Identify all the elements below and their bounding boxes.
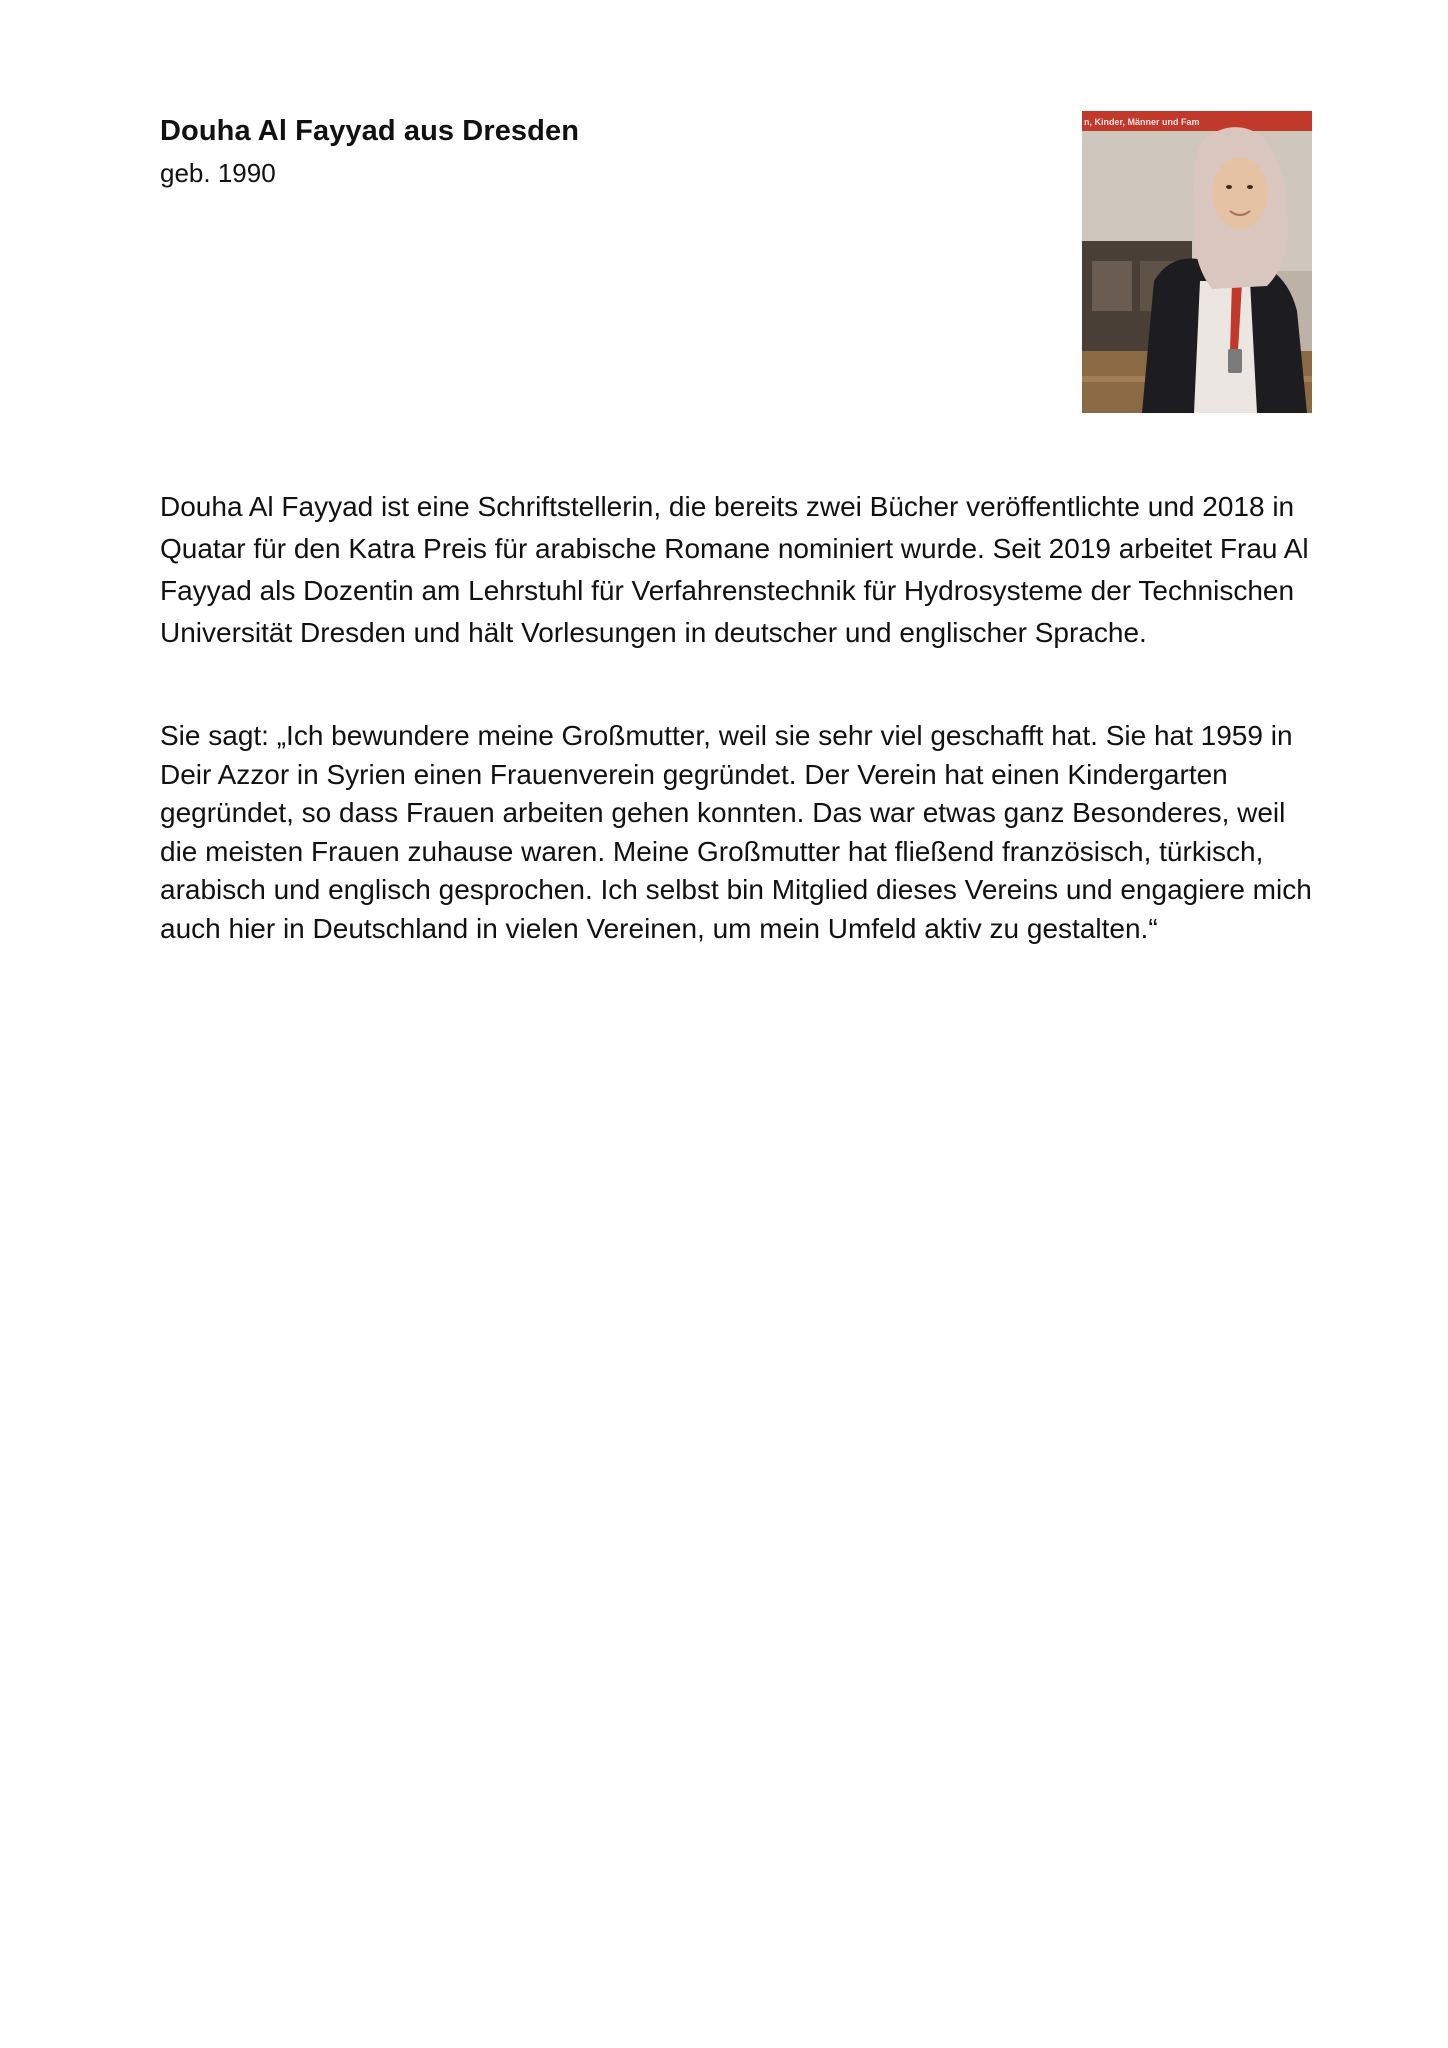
portrait-illustration — [1082, 111, 1312, 413]
banner-text: n, Kinder, Männer und Fam — [1084, 117, 1200, 127]
paragraph-biography: Douha Al Fayyad ist eine Schriftstellerin, die bereits zwei Bücher veröffentlichte und 2018 in Quatar für den Katra Preis für arabische Romane nominiert wurde. Seit 2019 arbeitet Frau Al Fayyad als Dozentin am Lehrstuhl für Verfahrenstechnik für Hydrosysteme der Technischen Universität Dresden und hält Vorlesungen in deutscher und englischer Sprache. — [160, 491, 1309, 648]
page-title: Douha Al Fayyad aus Dresden — [160, 115, 580, 147]
birth-year: geb. 1990 — [160, 158, 276, 188]
paragraph-quote: Sie sagt: „Ich bewundere meine Großmutter, weil sie sehr viel geschafft hat. Sie hat 1959 in Deir Azzor in Syrien einen Frauenverein gegründet. Der Verein hat einen Kindergarten gegründet, so dass Frauen arbeiten gehen konnten. Das war etwas ganz Besonderes, weil die meisten Frauen zuhause waren. Meine Großmutter hat fließend französisch, türkisch, arabisch und englisch gesprochen. Ich selbst bin Mitglied dieses Vereins und engagiere mich auch hier in Deutschland in vielen Vereinen, um mein Umfeld aktiv zu gestalten.“ — [160, 720, 1312, 944]
portrait-photo — [1082, 111, 1312, 413]
